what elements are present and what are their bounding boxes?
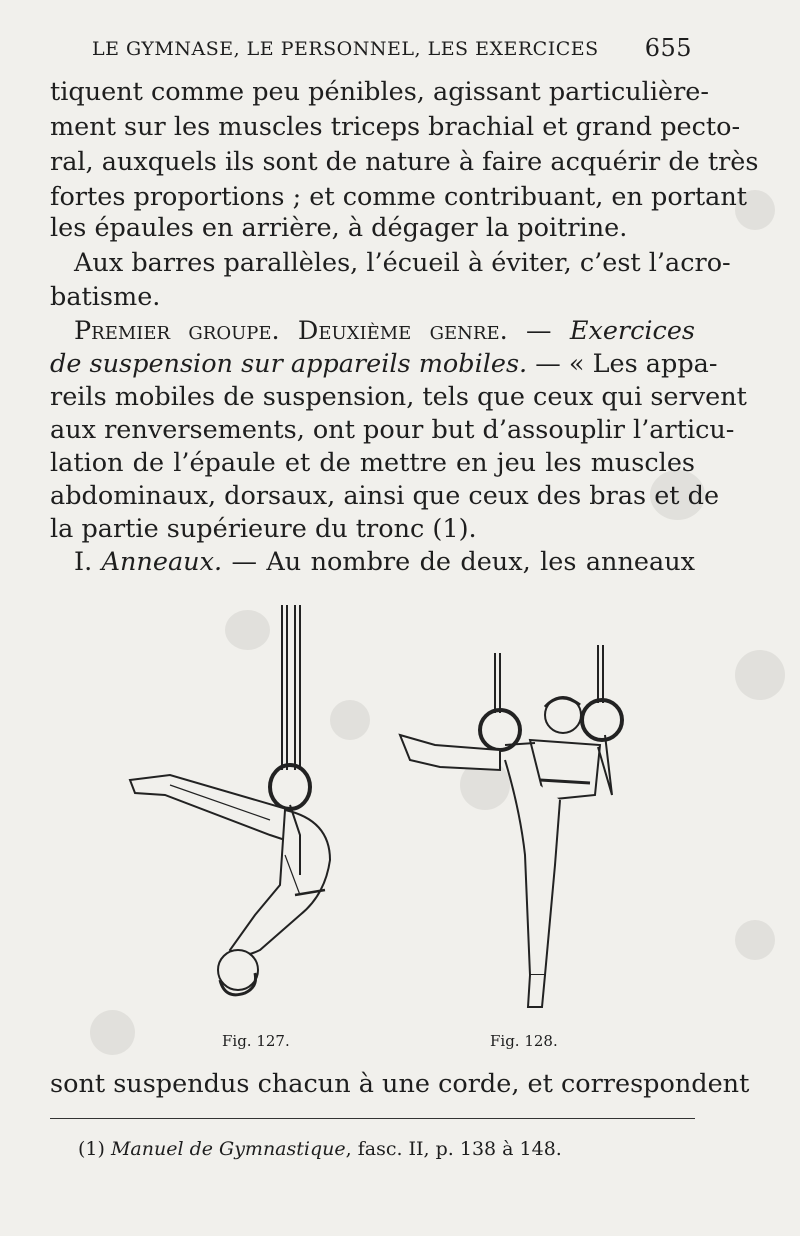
subsection-title: Anneaux.: [101, 547, 223, 577]
text-line: aux renversements, ont pour but d’assouplir l’articu-: [50, 415, 735, 445]
text-line: Aux barres parallèles, l’écueil à éviter, c’est l’acro-: [74, 248, 731, 278]
footnote-rule: [50, 1118, 695, 1119]
text-line: batisme.: [50, 282, 161, 312]
text-line: fortes proportions ; et comme contribuant, en portant: [50, 182, 748, 212]
page-number: 655: [644, 34, 692, 62]
text-line: ral, auxquels ils sont de nature à faire acquérir de très: [50, 147, 759, 177]
text-line: I. Anneaux. — Au nombre de deux, les anneaux: [74, 547, 695, 577]
text-line: sont suspendus chacun à une corde, et correspondent: [50, 1069, 750, 1099]
text-line: la partie supérieure du tronc (1).: [50, 514, 477, 544]
section-heading: Premier groupe. Deuxième genre.: [74, 316, 508, 346]
text-line: tiquent comme peu pénibles, agissant particulière-: [50, 77, 709, 107]
text-line: lation de l’épaule et de mettre en jeu les muscles: [50, 448, 695, 478]
text-line: les épaules en arrière, à dégager la poitrine.: [50, 213, 628, 243]
section-subtitle: de suspension sur appareils mobiles.: [50, 349, 528, 379]
gymnast-illustrations: [0, 595, 800, 1055]
text-line: ment sur les muscles triceps brachial et grand pecto-: [50, 112, 741, 142]
text-line: Premier groupe. Deuxième genre. — Exercices: [74, 316, 695, 346]
footnote-rest: , fasc. II, p. 138 à 148.: [345, 1138, 562, 1160]
text-line: abdominaux, dorsaux, ainsi que ceux des bras et de: [50, 481, 720, 511]
figure-127-drawing: [130, 605, 330, 995]
figure-area: [0, 595, 800, 1055]
figure-128-drawing: [400, 645, 622, 1007]
footnote-title: Manuel de Gymnastique: [110, 1138, 346, 1160]
running-header: [92, 34, 692, 66]
figure-128-caption: Fig. 128.: [490, 1032, 558, 1050]
section-subtitle: Exercices: [569, 316, 695, 346]
text-line: reils mobiles de suspension, tels que ceux qui servent: [50, 382, 747, 412]
figure-127-caption: Fig. 127.: [222, 1032, 290, 1050]
text-line: de suspension sur appareils mobiles. — « Les appa-: [50, 349, 718, 379]
running-title: LE GYMNASE, LE PERSONNEL, LES EXERCICES: [92, 38, 599, 60]
footnote: [78, 1138, 562, 1160]
footnote-marker: (1): [78, 1138, 111, 1160]
